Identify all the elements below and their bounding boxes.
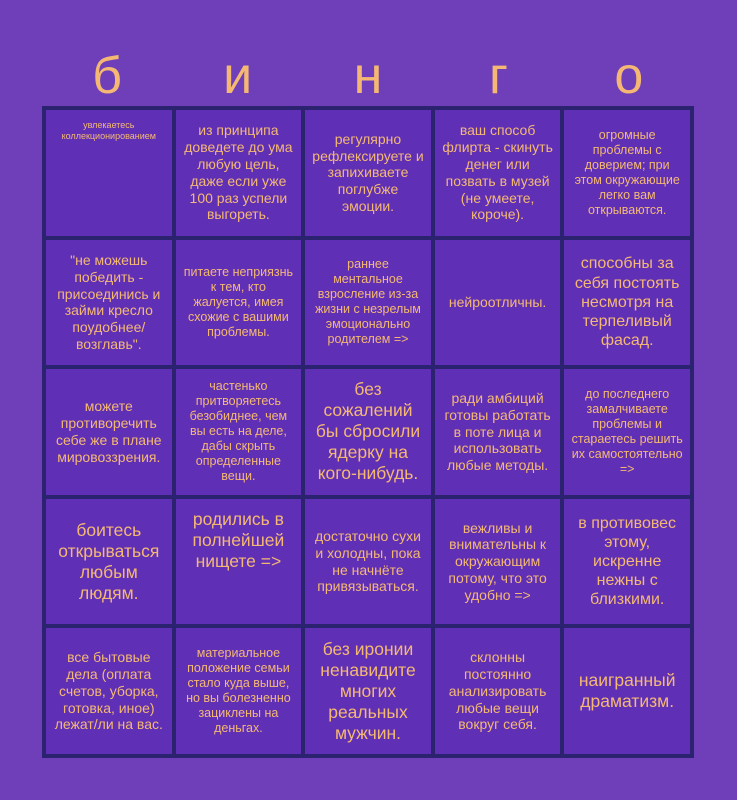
cell-text: частенько притворяетесь безобиднее, чем вы есть на деле, дабы скрыть определенные вещи. <box>189 379 288 484</box>
bingo-cell[interactable] <box>305 499 431 625</box>
cell-text: материальное положение семьи стало куда выше, но вы болезненно зациклены на деньгах. <box>186 646 291 736</box>
bingo-cell[interactable] <box>435 499 561 625</box>
cell-text: все бытовые дела (оплата счетов, уборка, готовка, иное) лежат/ли на вас. <box>54 649 163 733</box>
bingo-cell[interactable] <box>435 240 561 366</box>
cell-text: можете противоречить себе же в плане мировоззрения. <box>56 398 162 465</box>
bingo-cell[interactable] <box>305 369 431 495</box>
bingo-cell[interactable] <box>564 240 690 366</box>
bingo-cell[interactable] <box>176 110 302 236</box>
title-letter-n: н <box>353 47 383 105</box>
cell-text: "не можешь победить - присоединись и займи кресло поудобнее/ возглавь". <box>57 252 161 352</box>
cell-text: до последнего замалчиваете проблемы и стараетесь решить их самостоятельно => <box>571 386 683 476</box>
bingo-cell[interactable] <box>46 240 172 366</box>
bingo-cell[interactable] <box>46 628 172 754</box>
cell-text: питаете неприязнь к тем, кто жалуется, имея схожие с вашими проблемы. <box>183 264 294 339</box>
title-letter-i: и <box>223 47 253 105</box>
bingo-board <box>42 106 694 758</box>
bingo-cell[interactable] <box>305 628 431 754</box>
bingo-cell[interactable] <box>564 499 690 625</box>
cell-text: увлекаетесь коллекционированием <box>61 120 156 141</box>
cell-text: раннее ментальное взросление из-за жизни с незрелым эмоционально родителем => <box>315 257 421 347</box>
bingo-cell[interactable] <box>435 369 561 495</box>
cell-text: в противовес этому, искренне нежны с близкими. <box>578 514 677 609</box>
cell-text: способны за себя постоять несмотря на терпеливый фасад. <box>574 255 680 350</box>
bingo-cell[interactable] <box>46 369 172 495</box>
bingo-cell[interactable] <box>305 110 431 236</box>
cell-text: нейроотличны. <box>448 293 547 310</box>
cell-text: без иронии ненавидите многих реальных мужчин. <box>320 638 416 743</box>
cell-text: достаточно сухи и холодны, пока не начнёте привязываться. <box>315 528 421 595</box>
bingo-cell[interactable] <box>435 628 561 754</box>
bingo-cell[interactable] <box>564 628 690 754</box>
title-letter-g: г <box>488 47 508 105</box>
bingo-cell[interactable] <box>564 110 690 236</box>
cell-text: родились в полнейшей нищете => <box>192 508 285 571</box>
cell-text: боитесь открываться любым людям. <box>58 519 160 603</box>
bingo-cell[interactable] <box>305 240 431 366</box>
cell-text: регулярно рефлексируете и запихиваете поглубже эмоции. <box>312 130 424 214</box>
title-letter-o: о <box>614 47 644 105</box>
title-letter-b: б <box>92 47 123 105</box>
bingo-title <box>42 46 694 106</box>
bingo-cell[interactable] <box>176 499 302 625</box>
bingo-cell[interactable] <box>46 110 172 236</box>
cell-text: ради амбиций готовы работать в поте лица и использовать любые методы. <box>444 390 551 474</box>
bingo-cell[interactable] <box>435 110 561 236</box>
bingo-cell[interactable] <box>176 628 302 754</box>
cell-text: наигранный драматизм. <box>578 670 676 712</box>
cell-text: склонны постоянно анализировать любые вещи вокруг себя. <box>448 649 547 733</box>
bingo-cell[interactable] <box>46 499 172 625</box>
bingo-cell[interactable] <box>176 240 302 366</box>
bingo-cell[interactable] <box>176 369 302 495</box>
cell-text: огромные проблемы с доверием; при этом окружающие легко вам открываются. <box>574 127 680 217</box>
cell-text: вежливы и внимательны к окружающим потому, что это удобно => <box>448 519 547 603</box>
cell-text: без сожалений бы сбросили ядерку на кого-нибудь. <box>315 379 421 484</box>
cell-text: ваш способ флирта - скинуть денег или позвать в музей (не умеете, короче). <box>442 122 553 223</box>
bingo-cell[interactable] <box>564 369 690 495</box>
cell-text: из принципа доведете до ума любую цель, даже если уже 100 раз успели выгореть. <box>184 122 293 223</box>
